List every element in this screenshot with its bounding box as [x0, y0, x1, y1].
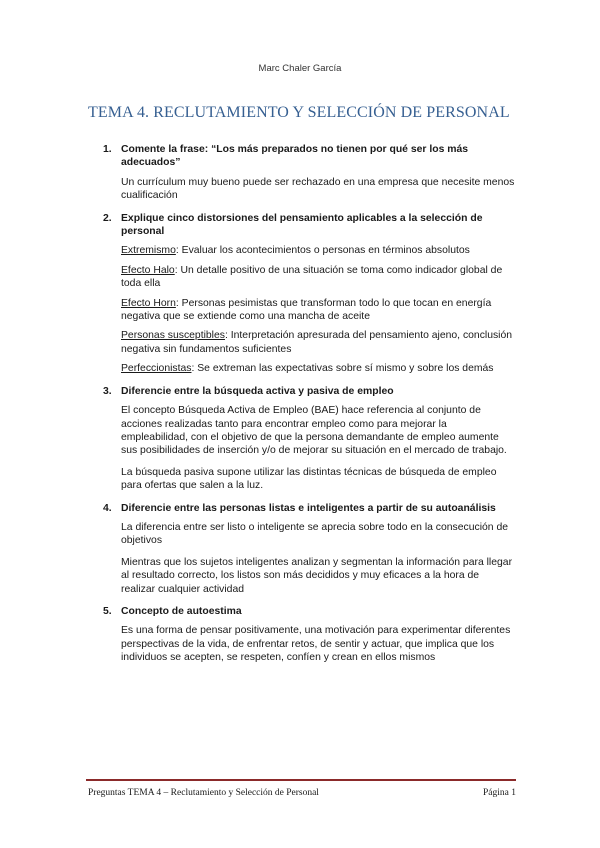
distortion-term: Efecto Halo — [121, 264, 175, 276]
document-title: TEMA 4. RECLUTAMIENTO Y SELECCIÓN DE PERSONAL — [88, 104, 510, 121]
distortion-term: Extremismo — [121, 245, 176, 257]
answer-paragraph: Es una forma de pensar positivamente, una motivación para experimentar diferentes perspectivas de la vida, de enfrentar retos, de sentir y actuar, que implica que los individuos se acepten, se respeten, confíen y crean en ellos mismos — [121, 625, 511, 664]
distortion-item — [121, 329, 516, 356]
questions-list — [103, 143, 516, 665]
question-text: Diferencie entre las personas listas e inteligentes a partir de su autoanálisis — [121, 502, 496, 514]
page-footer — [88, 788, 516, 798]
answer-paragraph: Un currículum muy bueno puede ser rechazado en una empresa que necesite menos cualificación — [121, 176, 515, 202]
question-5 — [103, 605, 516, 665]
footer-divider — [86, 779, 516, 781]
distortion-desc: : Evaluar los acontecimientos o personas en términos absolutos — [175, 245, 470, 257]
distortion-item — [121, 362, 516, 375]
answer-paragraph-2: La búsqueda pasiva supone utilizar las distintas técnicas de búsqueda de empleo para ofertas que salen a la luz. — [121, 466, 497, 492]
distortion-item — [121, 244, 516, 257]
question-number: 3. — [103, 385, 112, 397]
distortion-term: Efecto Horn — [121, 297, 176, 309]
question-3 — [103, 385, 516, 493]
answer-paragraph: La diferencia entre ser listo o inteligente se aprecia sobre todo en la consecución de objetivos — [121, 521, 509, 547]
question-number: 1. — [103, 144, 112, 155]
question-text: Concepto de autoestima — [121, 605, 242, 617]
distortion-desc: : Se extreman las expectativas sobre sí mismo y sobre los demás — [191, 363, 494, 375]
distortion-desc: : Interpretación apresurada del pensamiento ajeno, conclusión negativa sin fundamentos suficientes — [121, 330, 513, 355]
question-2 — [103, 212, 516, 376]
page-header-author: Marc Chaler García — [258, 63, 342, 74]
question-text: Comente la frase: “Los más preparados no tienen por qué ser los más adecuados” — [121, 144, 469, 169]
answer-paragraph-2: Mientras que los sujetos inteligentes analizan y segmentan la información para llegar al resultado correcto, los listos son más decididos y muy eficaces a la hora de realizar cualquier actividad — [121, 556, 513, 595]
distortion-item — [121, 264, 516, 291]
question-1 — [103, 143, 516, 203]
question-text: Diferencie entre la búsqueda activa y pasiva de empleo — [121, 385, 394, 397]
distortion-desc: : Personas pesimistas que transforman todo lo que tocan en energía negativa que se extiende como una mancha de aceite — [121, 297, 492, 323]
distortion-item — [121, 297, 516, 324]
question-4 — [103, 502, 516, 596]
footer-title: Preguntas TEMA 4 – Reclutamiento y Selección de Personal — [88, 788, 319, 798]
distortion-term: Personas susceptibles — [121, 330, 225, 342]
question-number: 2. — [103, 212, 112, 224]
answer-paragraph: El concepto Búsqueda Activa de Empleo (BAE) hace referencia al conjunto de acciones realizadas tanto para encontrar empleo como para mejorar la empleabilidad, con el objetivo de que la persona demandante de empleo aumente sus posibilidades de inserción y/o de mejorar su situación en el mercado de trabajo. — [121, 405, 507, 457]
distortion-term: Perfeccionistas — [121, 363, 192, 375]
page-number: Página 1 — [483, 788, 516, 798]
distortion-desc: : Un detalle positivo de una situación se toma como indicador global de toda ella — [121, 264, 503, 290]
question-text: Explique cinco distorsiones del pensamiento aplicables a la selección de personal — [121, 212, 483, 238]
question-number: 5. — [103, 605, 112, 617]
question-number: 4. — [103, 502, 112, 514]
